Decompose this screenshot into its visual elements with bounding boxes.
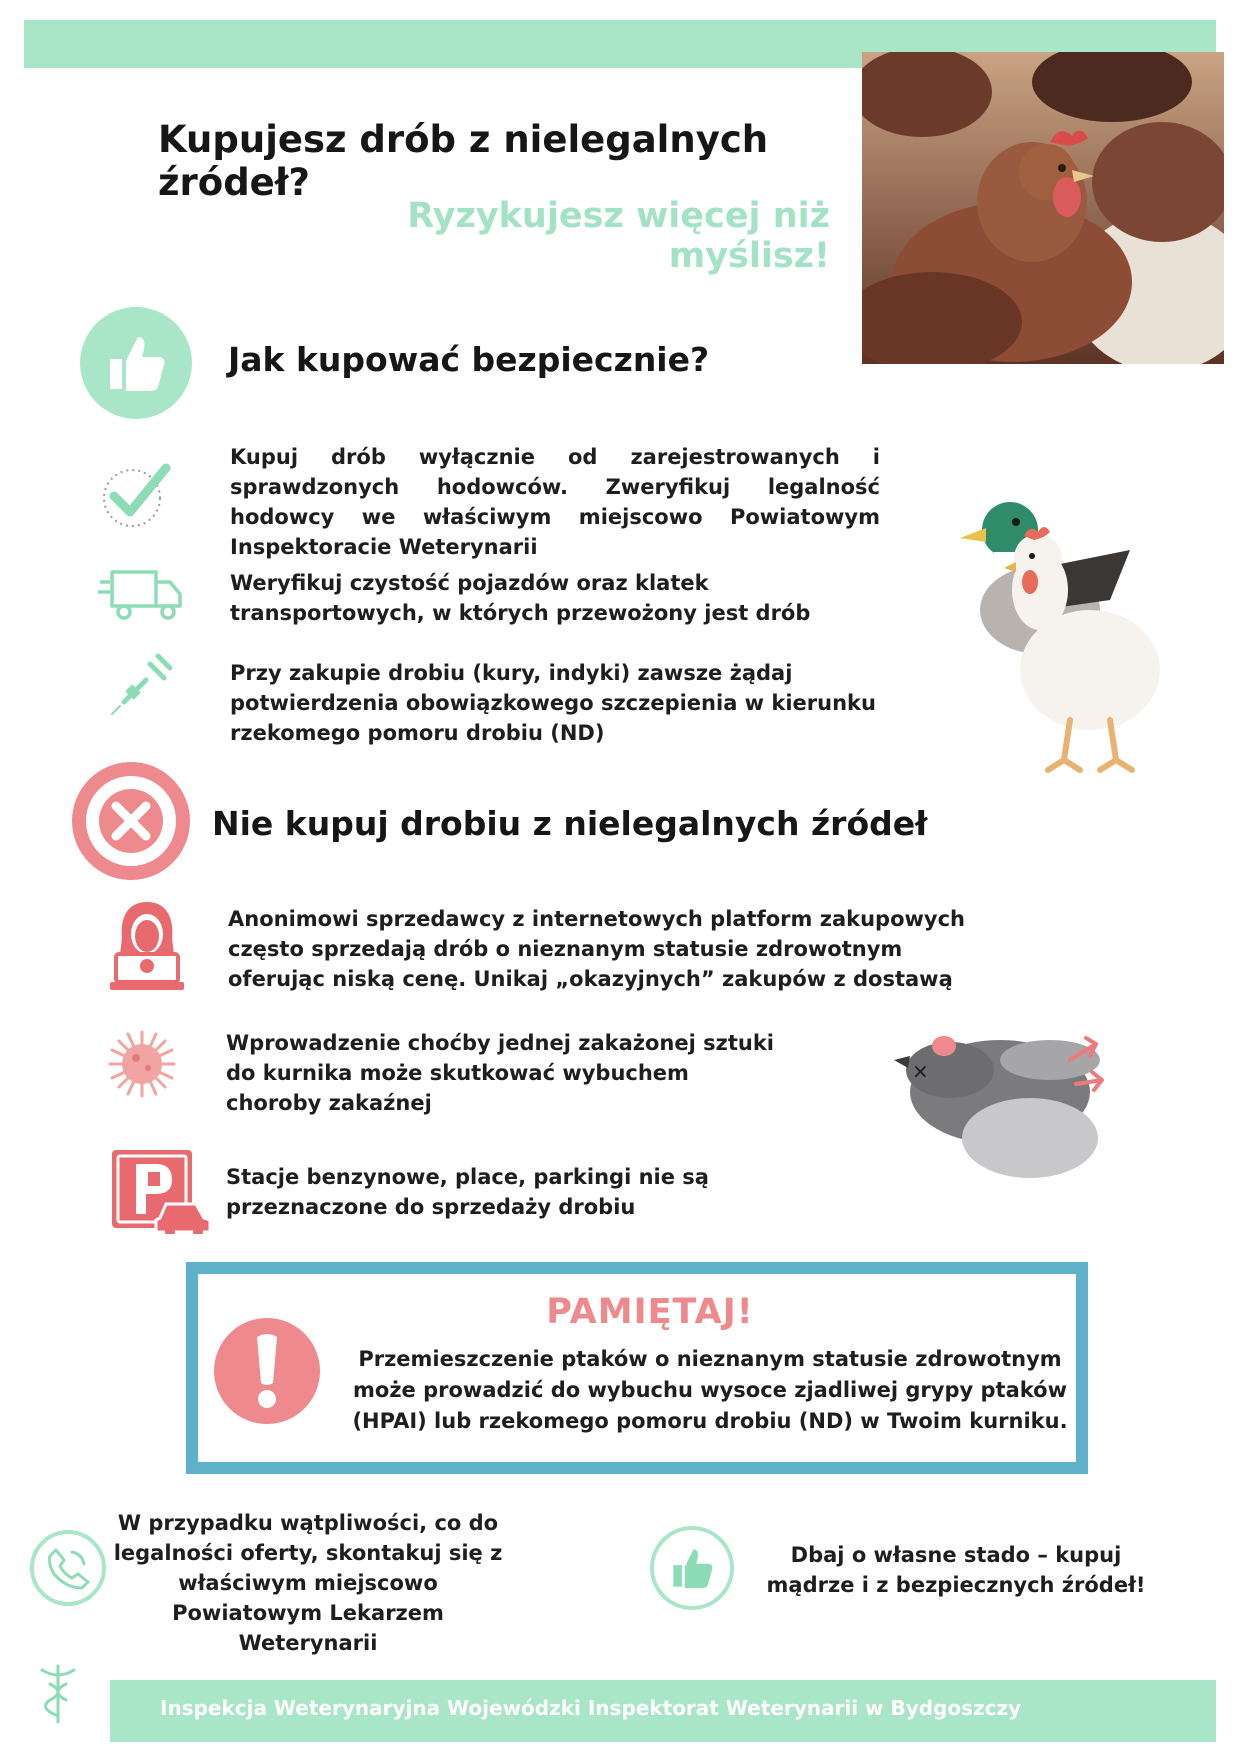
unsafe-item-3: Stacje benzynowe, place, parkingi nie są przeznaczone do sprzedaży drobiu <box>226 1165 709 1219</box>
unsafe-item-1: Anonimowi sprzedawcy z internetowych platform zakupowych często sprzedają drób o nieznanym statusie zdrowotnym oferując niską cenę. Unikaj „okazyjnych” zakupów z dostawą <box>228 907 965 991</box>
reminder-title: PAMIĘTAJ! <box>546 1292 754 1332</box>
exclamation-icon <box>214 1318 320 1424</box>
hacker-icon <box>110 898 184 992</box>
sick-bird-illustration <box>890 1020 1112 1182</box>
reminder-text: Przemieszczenie ptaków o nieznanym statusie zdrowotnym może prowadzić do wybuchu wysoce zjadliwej grypy ptaków (HPAI) lub rzekomego pomoru drobiu (ND) w Twoim kurniku. <box>352 1347 1068 1433</box>
page-title: Kupujesz drób z nielegalnych źródeł? <box>158 118 769 204</box>
syringe-icon <box>106 648 176 718</box>
parking-icon <box>110 1148 212 1234</box>
contact-text: W przypadku wątpliwości, co do legalności oferty, skontakuj się z właściwym miejscowo Powiatowym Lekarzem Weterynarii <box>113 1511 503 1655</box>
thumbs-up-icon <box>80 307 192 419</box>
duck-hen-illustration <box>960 480 1180 780</box>
check-icon <box>100 458 174 532</box>
caduceus-icon <box>36 1660 80 1726</box>
phone-icon <box>30 1530 106 1606</box>
virus-icon <box>106 1028 178 1100</box>
motto-text: Dbaj o własne stado – kupuj mądrze i z bezpiecznych źródeł! <box>766 1543 1146 1597</box>
page-subtitle: Ryzykujesz więcej niż myślisz! <box>407 196 830 276</box>
unsafe-item-2: Wprowadzenie choćby jednej zakażonej sztuki do kurnika może skutkować wybuchem choroby zakaźnej <box>226 1031 774 1115</box>
svg-text:×: × <box>912 1059 929 1083</box>
footer-text: Inspekcja Weterynaryjna Wojewódzki Inspektorat Weterynarii w Bydgoszczy <box>160 1696 1022 1720</box>
truck-icon <box>98 566 184 622</box>
safe-heading: Jak kupować bezpiecznie? <box>228 340 710 379</box>
close-icon <box>72 762 190 880</box>
hens-photo <box>862 52 1224 364</box>
safe-item-1: Kupuj drób wyłącznie od zarejestrowanych i sprawdzonych hodowców. Zweryfikuj legalność hodowcy we właściwym miejscowo Powiatowym Inspektoracie Weterynarii <box>230 445 880 559</box>
thumbs-up-icon <box>650 1526 734 1610</box>
safe-item-3: Przy zakupie drobiu (kury, indyki) zawsze żądaj potwierdzenia obowiązkowego szczepienia w kierunku rzekomego pomoru drobiu (ND) <box>230 661 876 745</box>
unsafe-heading: Nie kupuj drobiu z nielegalnych źródeł <box>212 804 928 843</box>
safe-item-2: Weryfikuj czystość pojazdów oraz klatek transportowych, w których przewożony jest drób <box>230 571 811 625</box>
